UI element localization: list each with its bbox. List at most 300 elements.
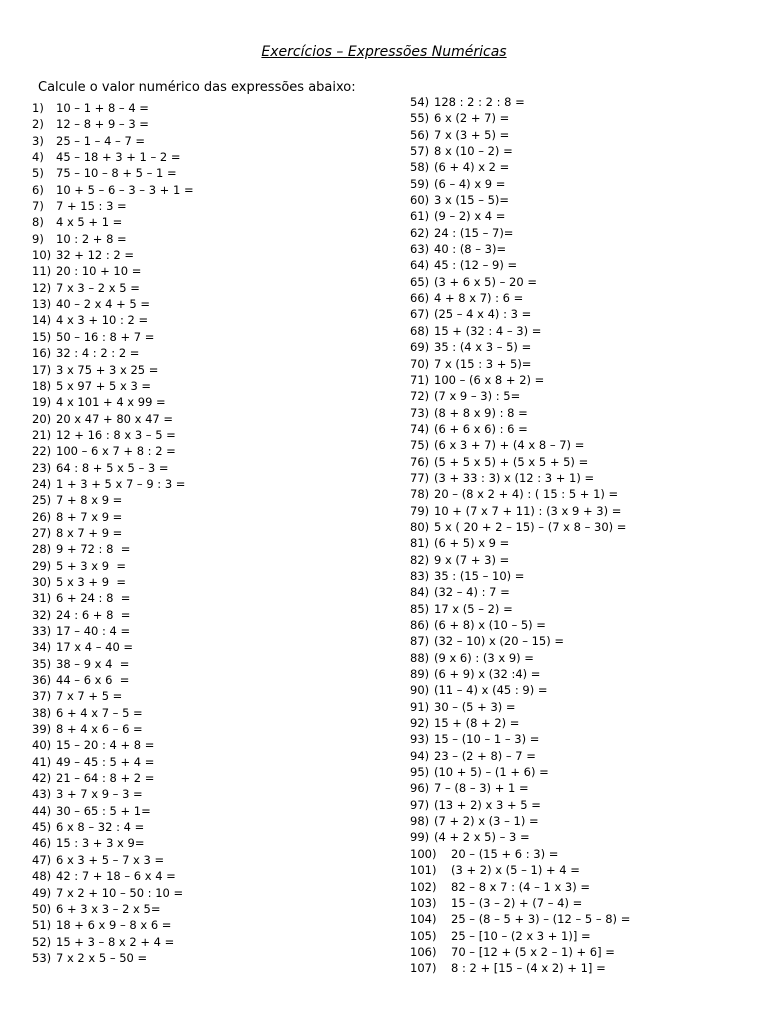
exercise-expression: 23 – (2 + 8) – 7 =: [434, 748, 536, 763]
exercise-expression: 25 – [10 – (2 x 3 + 1)] =: [451, 928, 591, 943]
exercise-item: [32, 394, 194, 410]
exercise-item: [32, 476, 194, 492]
exercise-item: [410, 911, 630, 927]
exercise-expression: (6 + 6 x 6) : 6 =: [434, 421, 528, 436]
exercise-number: 102): [410, 879, 437, 894]
exercise-expression: 25 – (8 – 5 + 3) – (12 – 5 – 8) =: [451, 912, 631, 927]
exercise-number: 45): [32, 820, 52, 835]
exercise-number: 40): [32, 738, 52, 753]
exercise-number: 105): [410, 928, 437, 943]
exercise-number: 51): [32, 918, 52, 933]
exercise-expression: (6 + 4) x 2 =: [434, 160, 510, 175]
exercise-expression: (3 + 6 x 5) – 20 =: [434, 274, 537, 289]
exercise-number: 25): [32, 493, 52, 508]
exercise-item: [32, 427, 194, 443]
exercise-item: [410, 699, 630, 715]
exercise-expression: 18 + 6 x 9 – 8 x 6 =: [56, 918, 172, 933]
exercise-number: 19): [32, 395, 52, 410]
exercise-expression: (6 – 4) x 9 =: [434, 176, 506, 191]
exercise-number: 62): [410, 225, 430, 240]
exercise-expression: 9 + 72 : 8 =: [56, 542, 131, 557]
exercise-number: 66): [410, 291, 430, 306]
exercise-item: [32, 934, 194, 950]
exercise-expression: 7 x 2 x 5 – 50 =: [56, 950, 148, 965]
exercise-expression: 15 – 20 : 4 + 8 =: [56, 738, 155, 753]
exercise-number: 42): [32, 771, 52, 786]
exercise-expression: 5 + 3 x 9 =: [56, 558, 126, 573]
exercise-expression: 12 + 16 : 8 x 3 – 5 =: [56, 427, 176, 442]
exercise-item: [32, 214, 194, 230]
exercise-expression: 7 x 7 + 5 =: [56, 689, 123, 704]
exercise-expression: 75 – 10 – 8 + 5 – 1 =: [56, 166, 177, 181]
exercise-number: 18): [32, 378, 52, 393]
exercise-item: [410, 780, 630, 796]
exercise-item: [32, 247, 194, 263]
exercise-item: [410, 535, 630, 551]
exercise-number: 103): [410, 895, 437, 910]
exercise-expression: 1 + 3 + 5 x 7 – 9 : 3 =: [56, 476, 186, 491]
exercise-item: [410, 633, 630, 649]
exercise-number: 14): [32, 313, 52, 328]
exercise-expression: 12 – 8 + 9 – 3 =: [56, 117, 149, 132]
exercise-expression: (6 + 8) x (10 – 5) =: [434, 618, 546, 632]
exercise-item: [410, 519, 630, 535]
exercise-item: [410, 257, 630, 273]
instruction-text: Calcule o valor numérico das expressões abaixo:: [38, 80, 356, 95]
exercise-number: 50): [32, 901, 52, 916]
exercise-expression: 6 x 3 + 5 – 7 x 3 =: [56, 852, 165, 867]
exercise-item: [32, 754, 194, 770]
exercise-expression: 25 – 1 – 4 – 7 =: [56, 133, 146, 148]
exercise-number: 15): [32, 329, 52, 344]
exercise-expression: 7 x (15 : 3 + 5)=: [434, 356, 532, 371]
exercise-number: 58): [410, 160, 430, 175]
exercise-item: [410, 584, 630, 600]
exercise-item: [32, 460, 194, 476]
exercise-expression: 17 x (5 – 2) =: [434, 601, 513, 616]
exercise-item: [410, 846, 630, 862]
exercise-expression: 49 – 45 : 5 + 4 =: [56, 754, 155, 769]
exercise-item: [32, 574, 194, 590]
exercise-expression: 6 x 8 – 32 : 4 =: [56, 820, 145, 835]
exercise-item: [410, 862, 630, 878]
exercise-item: [410, 110, 630, 126]
exercise-number: 1): [32, 101, 44, 115]
exercise-item: [410, 454, 630, 470]
exercise-item: [32, 950, 194, 966]
exercise-item: [410, 437, 630, 453]
exercise-expression: 6 x (2 + 7) =: [434, 111, 510, 126]
exercise-expression: 45 : (12 – 9) =: [434, 258, 518, 273]
exercise-number: 96): [410, 781, 430, 796]
exercise-expression: 4 x 5 + 1 =: [56, 215, 123, 230]
exercise-number: 11): [32, 264, 52, 279]
exercise-number: 36): [32, 673, 52, 688]
exercise-number: 7): [32, 199, 44, 214]
exercise-item: [410, 568, 630, 584]
exercise-item: [410, 895, 630, 911]
exercise-item: [32, 378, 194, 394]
exercise-expression: 10 + 5 – 6 – 3 – 3 + 1 =: [56, 182, 194, 197]
exercise-number: 76): [410, 454, 430, 469]
exercise-item: [410, 944, 630, 960]
exercise-item: [32, 492, 194, 508]
exercise-expression: 42 : 7 + 18 – 6 x 4 =: [56, 869, 176, 884]
exercise-number: 99): [410, 830, 430, 845]
exercise-item: [410, 356, 630, 372]
exercise-number: 95): [410, 765, 430, 780]
exercise-expression: 21 – 64 : 8 + 2 =: [56, 771, 155, 786]
exercise-number: 78): [410, 487, 430, 502]
exercise-expression: 7 x (3 + 5) =: [434, 127, 510, 142]
exercise-number: 87): [410, 634, 430, 649]
exercise-item: [410, 306, 630, 322]
exercise-number: 71): [410, 372, 430, 387]
exercise-item: [32, 100, 194, 116]
exercise-expression: 5 x 97 + 5 x 3 =: [56, 378, 152, 393]
exercise-item: [410, 617, 630, 633]
exercise-number: 68): [410, 323, 430, 338]
exercise-number: 100): [410, 846, 437, 861]
exercise-item: [410, 797, 630, 813]
exercise-item: [410, 372, 630, 388]
exercise-expression: 6 + 3 x 3 – 2 x 5=: [56, 901, 161, 916]
exercise-expression: 15 – (3 – 2) + (7 – 4) =: [451, 895, 583, 910]
exercise-item: [32, 116, 194, 132]
exercise-number: 80): [410, 519, 430, 534]
exercise-number: 17): [32, 362, 52, 377]
exercise-expression: 8 x (10 – 2) =: [434, 144, 513, 159]
exercise-expression: 15 + (8 + 2) =: [434, 716, 520, 731]
exercise-number: 31): [32, 591, 52, 606]
exercise-expression: 5 x ( 20 + 2 – 15) – (7 x 8 – 30) =: [434, 519, 627, 534]
exercise-item: [32, 296, 194, 312]
exercise-expression: 38 – 9 x 4 =: [56, 656, 130, 671]
exercise-number: 98): [410, 814, 430, 829]
exercise-number: 64): [410, 258, 430, 273]
exercise-number: 54): [410, 95, 430, 109]
exercise-expression: (11 – 4) x (45 : 9) =: [434, 683, 548, 698]
exercise-number: 3): [32, 133, 44, 148]
exercise-expression: (32 – 10) x (20 – 15) =: [434, 634, 565, 649]
exercise-number: 107): [410, 961, 437, 976]
exercise-expression: (3 + 2) x (5 – 1) + 4 =: [451, 863, 580, 878]
exercise-number: 79): [410, 503, 430, 518]
exercise-number: 83): [410, 568, 430, 583]
exercise-expression: 15 : 3 + 3 x 9=: [56, 836, 145, 851]
exercise-item: [410, 879, 630, 895]
exercise-item: [32, 411, 194, 427]
exercise-number: 26): [32, 509, 52, 524]
exercise-item: [32, 263, 194, 279]
exercise-expression: 17 – 40 : 4 =: [56, 624, 131, 638]
exercise-item: [410, 159, 630, 175]
exercise-item: [410, 486, 630, 502]
exercise-number: 74): [410, 421, 430, 436]
exercise-number: 72): [410, 389, 430, 404]
exercise-number: 23): [32, 460, 52, 475]
exercise-number: 69): [410, 340, 430, 355]
exercise-expression: 15 + 3 – 8 x 2 + 4 =: [56, 934, 175, 949]
exercise-number: 43): [32, 787, 52, 802]
exercise-number: 27): [32, 525, 52, 540]
exercise-expression: 82 – 8 x 7 : (4 – 1 x 3) =: [451, 879, 591, 894]
exercise-expression: 6 + 4 x 7 – 5 =: [56, 705, 143, 720]
exercise-number: 56): [410, 127, 430, 142]
exercise-item: [32, 835, 194, 851]
exercise-expression: 5 x 3 + 9 =: [56, 574, 126, 589]
exercise-item: [410, 94, 630, 110]
exercise-expression: 30 – 65 : 5 + 1=: [56, 803, 151, 818]
exercise-number: 63): [410, 242, 430, 257]
exercise-item: [32, 917, 194, 933]
exercise-item: [410, 682, 630, 698]
exercise-item: [410, 470, 630, 486]
exercise-expression: (6 x 3 + 7) + (4 x 8 – 7) =: [434, 438, 585, 453]
page-title: Exercícios – Expressões Numéricas: [261, 44, 507, 60]
exercise-number: 89): [410, 667, 430, 682]
exercise-number: 94): [410, 748, 430, 763]
exercise-item: [32, 885, 194, 901]
exercise-expression: (32 – 4) : 7 =: [434, 585, 510, 600]
exercise-number: 73): [410, 405, 430, 420]
exercise-item: [410, 748, 630, 764]
exercise-expression: 10 + (7 x 7 + 11) : (3 x 9 + 3) =: [434, 503, 622, 518]
exercise-item: [410, 225, 630, 241]
exercise-item: [410, 421, 630, 437]
exercise-item: [32, 770, 194, 786]
exercise-item: [410, 650, 630, 666]
exercise-item: [410, 127, 630, 143]
exercise-item: [32, 786, 194, 802]
exercise-number: 49): [32, 885, 52, 900]
exercise-item: [32, 639, 194, 655]
exercise-item: [32, 198, 194, 214]
exercise-item: [410, 666, 630, 682]
exercise-expression: 24 : (15 – 7)=: [434, 225, 514, 240]
exercise-item: [410, 388, 630, 404]
exercise-item: [32, 688, 194, 704]
exercise-number: 55): [410, 111, 430, 126]
exercise-item: [32, 590, 194, 606]
exercise-expression: 4 + 8 x 7) : 6 =: [434, 291, 524, 306]
exercise-item: [410, 764, 630, 780]
exercise-number: 13): [32, 297, 52, 312]
exercise-expression: 10 – 1 + 8 – 4 =: [56, 101, 149, 115]
exercise-number: 67): [410, 307, 430, 322]
exercise-expression: (25 – 4 x 4) : 3 =: [434, 307, 532, 322]
exercise-number: 6): [32, 182, 44, 197]
exercise-number: 47): [32, 852, 52, 867]
exercise-number: 10): [32, 248, 52, 263]
exercise-number: 65): [410, 274, 430, 289]
exercise-item: [410, 208, 630, 224]
exercise-number: 77): [410, 470, 430, 485]
exercise-expression: 6 + 24 : 8 =: [56, 591, 131, 606]
exercise-item: [410, 241, 630, 257]
exercise-number: 4): [32, 150, 44, 165]
exercise-expression: 7 + 8 x 9 =: [56, 493, 123, 508]
exercise-number: 57): [410, 144, 430, 159]
exercise-item: [410, 503, 630, 519]
exercise-item: [32, 721, 194, 737]
exercise-item: [32, 149, 194, 165]
exercise-number: 29): [32, 558, 52, 573]
exercise-expression: 40 – 2 x 4 + 5 =: [56, 297, 150, 312]
exercise-item: [32, 443, 194, 459]
exercise-expression: 15 – (10 – 1 – 3) =: [434, 732, 540, 747]
exercise-number: 21): [32, 427, 52, 442]
exercise-number: 35): [32, 656, 52, 671]
exercise-number: 81): [410, 536, 430, 551]
exercise-item: [32, 868, 194, 884]
exercise-expression: 3 + 7 x 9 – 3 =: [56, 787, 143, 802]
exercise-item: [32, 329, 194, 345]
exercise-number: 34): [32, 640, 52, 655]
exercise-item: [410, 323, 630, 339]
exercise-expression: 20 – (15 + 6 : 3) =: [451, 846, 559, 861]
exercise-expression: 7 + 15 : 3 =: [56, 199, 127, 214]
exercise-expression: 50 – 16 : 8 + 7 =: [56, 329, 155, 344]
exercise-item: [32, 558, 194, 574]
exercise-item: [410, 715, 630, 731]
exercise-item: [32, 803, 194, 819]
exercise-expression: 20 – (8 x 2 + 4) : ( 15 : 5 + 1) =: [434, 487, 619, 502]
exercise-item: [410, 552, 630, 568]
exercise-item: [32, 656, 194, 672]
exercise-expression: (6 + 5) x 9 =: [434, 536, 510, 551]
exercise-expression: (8 + 8 x 9) : 8 =: [434, 405, 528, 420]
exercise-item: [32, 345, 194, 361]
exercise-number: 22): [32, 444, 52, 459]
exercise-expression: 7 x 2 + 10 – 50 : 10 =: [56, 885, 184, 900]
exercise-number: 93): [410, 732, 430, 747]
exercise-expression: (9 x 6) : (3 x 9) =: [434, 650, 534, 665]
exercise-number: 60): [410, 193, 430, 208]
exercise-number: 48): [32, 869, 52, 884]
exercise-expression: 100 – 6 x 7 + 8 : 2 =: [56, 444, 176, 459]
exercise-expression: 8 + 7 x 9 =: [56, 509, 123, 524]
exercise-expression: 7 x 3 – 2 x 5 =: [56, 280, 140, 295]
exercise-expression: 8 + 4 x 6 – 6 =: [56, 722, 143, 737]
exercise-expression: 40 : (8 – 3)=: [434, 242, 507, 257]
exercise-item: [410, 731, 630, 747]
exercise-item: [410, 928, 630, 944]
exercise-number: 104): [410, 912, 437, 927]
exercise-number: 16): [32, 346, 52, 361]
exercise-expression: 20 x 47 + 80 x 47 =: [56, 411, 174, 426]
exercise-number: 91): [410, 699, 430, 714]
exercise-expression: 3 x (15 – 5)=: [434, 193, 510, 208]
exercise-expression: 128 : 2 : 2 : 8 =: [434, 95, 525, 109]
exercise-number: 70): [410, 356, 430, 371]
exercise-expression: 44 – 6 x 6 =: [56, 673, 130, 688]
exercise-expression: (6 + 9) x (32 :4) =: [434, 667, 541, 682]
exercise-item: [410, 290, 630, 306]
exercise-expression: (7 x 9 – 3) : 5=: [434, 389, 521, 404]
exercise-expression: 24 : 6 + 8 =: [56, 607, 131, 622]
exercise-item: [32, 623, 194, 639]
exercise-expression: (4 + 2 x 5) – 3 =: [434, 830, 530, 845]
exercise-number: 85): [410, 601, 430, 616]
exercise-item: [32, 607, 194, 623]
exercise-expression: 32 + 12 : 2 =: [56, 248, 135, 263]
exercise-expression: 35 : (15 – 10) =: [434, 568, 525, 583]
exercise-number: 32): [32, 607, 52, 622]
exercise-item: [32, 705, 194, 721]
exercise-item: [32, 901, 194, 917]
exercise-item: [32, 819, 194, 835]
exercise-number: 106): [410, 944, 437, 959]
exercise-number: 28): [32, 542, 52, 557]
exercise-expression: (13 + 2) x 3 + 5 =: [434, 797, 541, 812]
exercise-number: 52): [32, 934, 52, 949]
exercise-expression: 8 : 2 + [15 – (4 x 2) + 1] =: [451, 961, 606, 976]
exercise-number: 75): [410, 438, 430, 453]
exercise-item: [32, 852, 194, 868]
exercise-item: [410, 192, 630, 208]
exercise-item: [32, 165, 194, 181]
exercise-expression: (7 + 2) x (3 – 1) =: [434, 814, 539, 829]
exercise-expression: 3 x 75 + 3 x 25 =: [56, 362, 159, 377]
exercise-number: 41): [32, 754, 52, 769]
exercise-item: [410, 601, 630, 617]
exercise-expression: 9 x (7 + 3) =: [434, 552, 510, 567]
exercise-expression: 7 – (8 – 3) + 1 =: [434, 781, 529, 796]
exercise-number: 9): [32, 231, 44, 246]
exercise-number: 12): [32, 280, 52, 295]
exercise-expression: 8 x 7 + 9 =: [56, 525, 123, 540]
exercise-item: [32, 737, 194, 753]
exercise-expression: (3 + 33 : 3) x (12 : 3 + 1) =: [434, 470, 595, 485]
exercise-item: [32, 182, 194, 198]
exercise-item: [32, 133, 194, 149]
exercise-number: 30): [32, 574, 52, 589]
exercise-number: 38): [32, 705, 52, 720]
exercise-expression: 45 – 18 + 3 + 1 – 2 =: [56, 150, 181, 165]
exercise-expression: 4 x 3 + 10 : 2 =: [56, 313, 149, 328]
exercise-number: 46): [32, 836, 52, 851]
exercise-expression: 10 : 2 + 8 =: [56, 231, 127, 246]
exercise-number: 88): [410, 650, 430, 665]
exercise-number: 82): [410, 552, 430, 567]
exercise-item: [410, 405, 630, 421]
exercise-number: 59): [410, 176, 430, 191]
exercise-number: 101): [410, 863, 437, 878]
exercise-item: [32, 362, 194, 378]
exercise-expression: 15 + (32 : 4 – 3) =: [434, 323, 542, 338]
exercise-number: 37): [32, 689, 52, 704]
exercise-number: 97): [410, 797, 430, 812]
exercise-expression: 20 : 10 + 10 =: [56, 264, 142, 279]
exercise-item: [32, 509, 194, 525]
exercise-expression: 100 – (6 x 8 + 2) =: [434, 372, 545, 387]
exercise-expression: (5 + 5 x 5) + (5 x 5 + 5) =: [434, 454, 589, 469]
exercise-expression: 17 x 4 – 40 =: [56, 640, 134, 655]
exercise-item: [32, 525, 194, 541]
exercise-item: [410, 960, 630, 976]
exercise-number: 86): [410, 618, 430, 632]
exercise-number: 61): [410, 209, 430, 224]
exercise-number: 8): [32, 215, 44, 230]
exercise-list-left: [32, 100, 194, 966]
exercise-item: [32, 541, 194, 557]
exercise-list-right: [410, 94, 630, 977]
exercise-number: 39): [32, 722, 52, 737]
exercise-number: 33): [32, 624, 52, 638]
exercise-item: [32, 280, 194, 296]
exercise-item: [32, 312, 194, 328]
